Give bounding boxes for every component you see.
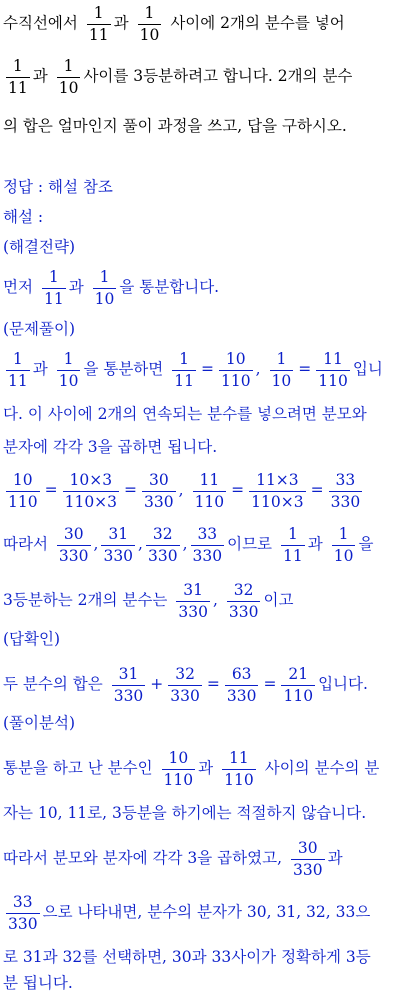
- solution-line-6: 3등분하는 2개의 분수는 $\frac{31}{330}$ , $\frac{32}{330}$ 이고: [3, 581, 294, 621]
- answer-label: 정답 : 해설 참조: [3, 178, 113, 197]
- analysis-line-6: 분 됩니다.: [3, 974, 73, 993]
- question-text: 의 합은 얼마인지 풀이 과정을 쓰고, 답을 구하시오.: [3, 117, 347, 136]
- fraction-1-10: $\frac{1}{10}$: [58, 350, 79, 390]
- solution-line-3: 분자에 각각 3을 곱하면 됩니다.: [3, 438, 218, 457]
- explanation-label: 해설 :: [3, 208, 44, 227]
- question-text: 사이를 3등분하려고 합니다. 2개의 분수: [83, 67, 353, 86]
- question-line-2: [3, 58, 398, 96]
- check-line: 두 분수의 합은 $\frac{31}{330}$ + $\frac{32}{330}$ = $\frac{63}{330}$ = $\frac{21}{110}$ 입니다.: [3, 665, 368, 705]
- analysis-heading: (풀이분석): [3, 714, 75, 733]
- question-line-1: [3, 5, 398, 43]
- solution-line-5: 따라서 $\frac{30}{330}$ , $\frac{31}{330}$ , $\frac{32}{330}$ , $\frac{33}{330}$ 이므로 $\frac{1}{11}$ 과 $\frac{1}{10}$ 을: [3, 525, 374, 565]
- solution-line-2: 다. 이 사이에 2개의 연속되는 분수를 넣으려면 분모와: [3, 405, 367, 424]
- strategy-line: 먼저 $\frac{1}{11}$ 과 $\frac{1}{10}$ 을 통분합니다.: [3, 268, 220, 308]
- question-line-3: [3, 116, 398, 138]
- fraction-1-11: $\frac{1}{11}$: [43, 268, 64, 308]
- solution-line-1: $\frac{1}{11}$ 과 $\frac{1}{10}$ 을 통분하면 $\frac{1}{11}$ = $\frac{10}{110}$ , $\frac{1}{10}$ = $\frac{11}{110}$ 입니: [8, 350, 383, 390]
- fraction-1-11: $\frac{1}{11}$: [88, 4, 109, 44]
- analysis-line-4: $\frac{33}{330}$ 으로 나타내면, 분수의 분자가 30, 31, 32, 33으: [8, 893, 371, 933]
- solution-heading: (문제풀이): [3, 320, 75, 339]
- question-text: 과: [32, 67, 48, 86]
- analysis-line-5: 로 31과 32를 선택하면, 30과 33사이가 정확하게 3등: [3, 948, 371, 967]
- analysis-line-2: 자는 10, 11로, 3등분을 하기에는 적절하지 않습니다.: [3, 804, 367, 823]
- fraction-1-10: $\frac{1}{10}$: [94, 268, 115, 308]
- question-text: 사이에 2개의 분수를 넣어: [170, 14, 345, 33]
- analysis-line-1: 통분을 하고 난 분수인 $\frac{10}{110}$ 과 $\frac{11}{110}$ 사이의 분수의 분: [3, 749, 380, 789]
- fraction-1-10: $\frac{1}{10}$: [139, 4, 160, 44]
- check-heading: (답확인): [3, 630, 61, 649]
- fraction-1-10: $\frac{1}{10}$: [58, 57, 79, 97]
- solution-equation-line: $\frac{10}{110}$ = $\frac{10\times 3}{110\times 3}$ = $\frac{30}{330}$ , $\frac{11}{110}$ = $\frac{11\times 3}{110\times 3}$ = $\frac{33}{330}$: [8, 471, 361, 511]
- fraction-1-10: $\frac{1}{10}$: [333, 525, 354, 565]
- fraction-1-11: $\frac{1}{11}$: [283, 525, 303, 565]
- fraction-1-11: $\frac{1}{11}$: [8, 350, 28, 390]
- question-text: 과: [113, 14, 129, 33]
- analysis-line-3: 따라서 분모와 분자에 각각 3을 곱하였고, $\frac{30}{330}$ 과: [3, 839, 343, 879]
- question-text: 수직선에서: [3, 14, 78, 33]
- strategy-heading: (해결전략): [3, 238, 75, 257]
- fraction-1-11: $\frac{1}{11}$: [8, 57, 28, 97]
